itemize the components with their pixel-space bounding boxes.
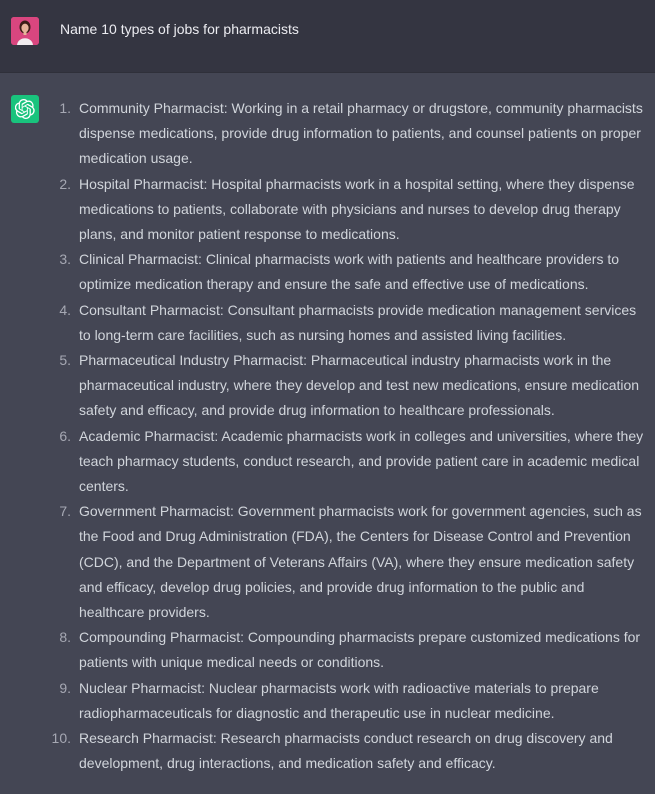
list-item xyxy=(59,424,647,500)
list-item-text: Academic Pharmacist: Academic pharmacists work in colleges and universities, where they teach pharmacy students, conduct research, and provide patient care in academic medical centers. xyxy=(79,427,644,495)
list-item-text: Hospital Pharmacist: Hospital pharmacists work in a hospital setting, where they dispense medications to patients, collaborate with physicians and nurses to develop drug therapy plans, and monitor patient response to medications. xyxy=(79,175,635,243)
list-item-number: 8. xyxy=(59,629,71,646)
list-item-number: 5. xyxy=(59,352,71,369)
list-item-number: 4. xyxy=(59,301,71,318)
list-item-text: Pharmaceutical Industry Pharmacist: Pharmaceutical industry pharmacists work in the pharmaceutical industry, where they develop and test new medications, ensure medication safety and efficacy, and provide drug information to healthcare professionals. xyxy=(79,352,640,419)
list-item xyxy=(59,499,647,625)
list-item-number: 6. xyxy=(59,427,71,444)
list-item xyxy=(59,172,647,248)
list-item-text: Research Pharmacist: Research pharmacists conduct research on drug discovery and development, drug interactions, and medication safety and efficacy. xyxy=(79,730,613,772)
list-item-text: Government Pharmacist: Government pharmacists work for government agencies, such as the Food and Drug Administration (FDA), the Centers for Disease Control and Prevention (CDC), and the Department of Veterans Affairs (VA), where they ensure medication safety and efficacy, develop drug policies, and provide drug information to the public and healthcare providers. xyxy=(79,503,642,621)
list-item xyxy=(59,676,647,726)
list-item-number: 1. xyxy=(59,100,71,116)
user-message-text: Name 10 types of jobs for pharmacists xyxy=(60,21,299,37)
list-item xyxy=(59,625,647,675)
list-item-number: 7. xyxy=(59,503,71,520)
assistant-answer-list xyxy=(0,96,647,776)
list-item-number: 3. xyxy=(59,251,71,268)
user-message-row xyxy=(0,0,655,73)
list-item xyxy=(59,247,647,297)
list-item-text: Community Pharmacist: Working in a retail pharmacy or drugstore, community pharmacists dispense medications, provide drug information to patients, and counsel patients on proper medication usage. xyxy=(79,100,643,167)
user-avatar-icon xyxy=(11,17,39,45)
list-item xyxy=(51,726,647,776)
list-item xyxy=(59,96,647,172)
list-item-text: Consultant Pharmacist: Consultant pharmacists provide medication management services to long-term care facilities, such as nursing homes and assisted living facilities. xyxy=(79,301,637,343)
list-item-text: Compounding Pharmacist: Compounding pharmacists prepare customized medications for patients with unique medical needs or conditions. xyxy=(79,629,641,671)
list-item-number: 9. xyxy=(59,679,71,696)
openai-logo-icon xyxy=(11,95,39,123)
assistant-message-row xyxy=(0,73,655,776)
list-item-number: 2. xyxy=(59,175,71,192)
list-item xyxy=(59,348,647,424)
list-item-number: 10. xyxy=(51,730,71,747)
list-item xyxy=(59,298,647,348)
list-item-text: Nuclear Pharmacist: Nuclear pharmacists work with radioactive materials to prepare radiopharmaceuticals for diagnostic and therapeutic use in nuclear medicine. xyxy=(79,679,599,721)
list-item-text: Clinical Pharmacist: Clinical pharmacists work with patients and healthcare providers to optimize medication therapy and ensure the safe and effective use of medications. xyxy=(79,251,620,293)
